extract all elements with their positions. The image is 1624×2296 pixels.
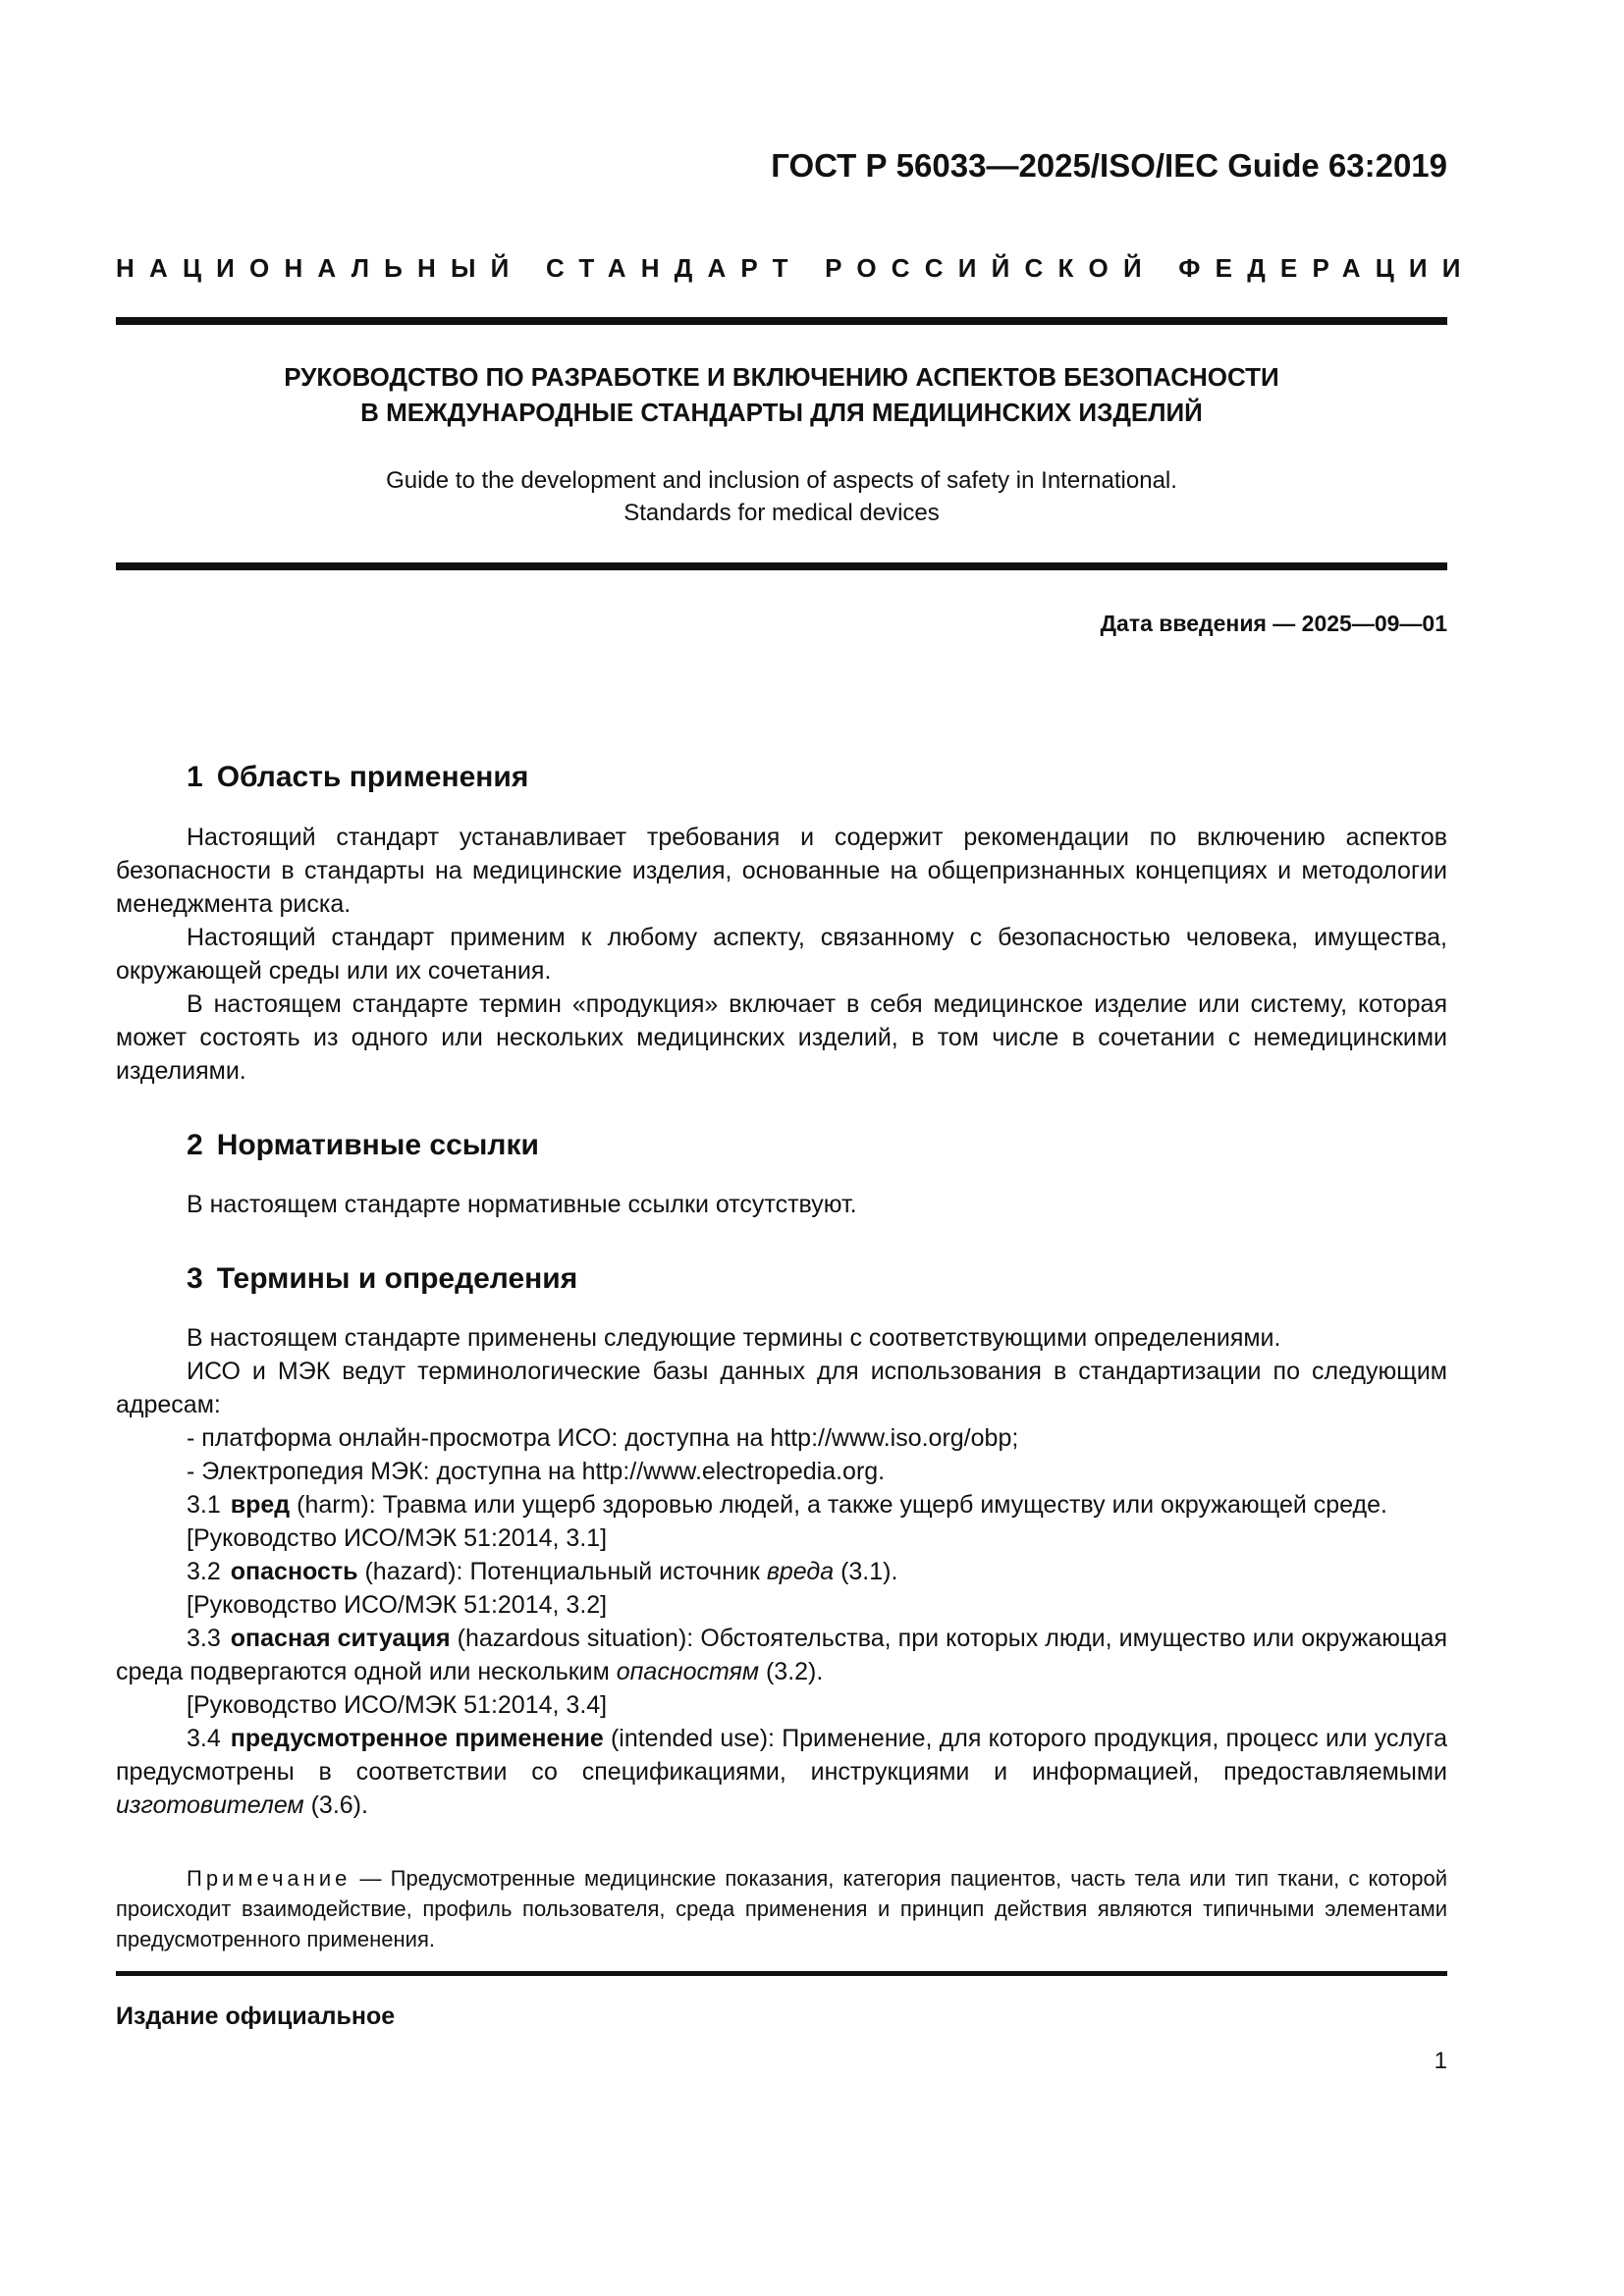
section-title: Термины и определения bbox=[216, 1262, 578, 1295]
paragraph: В настоящем стандарте термин «продукция» включает в себя медицинское изделие или систему, которая может состоять из одного или нескольких медицинских изделий, в том числе в сочетании с немедицинскими изделиями. bbox=[116, 990, 1447, 1085]
term: предусмотренное применение bbox=[230, 1725, 604, 1752]
term-crossref: опасностям bbox=[616, 1658, 760, 1685]
term-definition-text: Потенциальный источник bbox=[469, 1558, 767, 1585]
section-title: Нормативные ссылки bbox=[216, 1129, 539, 1161]
paragraph: Настоящий стандарт применим к любому аспекту, связанному с безопасностью человека, имущества, окружающей среды или их сочетания. bbox=[116, 924, 1447, 985]
note-text: — Предусмотренные медицинские показания, категория пациентов, часть тела или тип ткани, с которой происходит взаимодействие, профиль пользователя, среда применения и принцип действия являются типичными элементами предусмотренного применения. bbox=[116, 1866, 1447, 1951]
paragraph: В настоящем стандарте применены следующие термины с соответствующими определениями. bbox=[187, 1324, 1281, 1352]
list-item: - Электропедия МЭК: доступна на http://www.electropedia.org. bbox=[187, 1458, 886, 1485]
term-crossref-number: (3.6). bbox=[303, 1791, 368, 1819]
section-1-heading bbox=[187, 761, 528, 794]
document-title bbox=[116, 359, 1447, 430]
term-definition bbox=[116, 1722, 1447, 1822]
term-english: (hazard): bbox=[357, 1558, 470, 1585]
list-item: - платформа онлайн-просмотра ИСО: доступна на http://www.iso.org/obp; bbox=[187, 1424, 1019, 1452]
english-title-line-1: Guide to the development and inclusion of aspects of safety in International. bbox=[386, 467, 1177, 494]
term-definition-text: Обстоятельства, при которых люди, имущество или окружающая среда подвергаются одной или нескольким bbox=[116, 1625, 1447, 1685]
introduction-date: Дата введения — 2025—09—01 bbox=[1100, 611, 1447, 636]
term-reference: [Руководство ИСО/МЭК 51:2014, 3.2] bbox=[187, 1591, 608, 1619]
term: опасность bbox=[230, 1558, 358, 1585]
paragraph: В настоящем стандарте нормативные ссылки отсутствуют. bbox=[187, 1191, 857, 1218]
term-crossref: вреда bbox=[766, 1558, 835, 1585]
term-definition bbox=[116, 1488, 1447, 1522]
english-title-line-2: Standards for medical devices bbox=[623, 500, 940, 526]
official-edition-label: Издание официальное bbox=[116, 2002, 396, 2030]
section-title: Область применения bbox=[216, 761, 529, 793]
standard-number: ГОСТ Р 56033—2025/ISO/IEC Guide 63:2019 bbox=[771, 147, 1447, 184]
term-definition bbox=[116, 1555, 1447, 1588]
term-number: 3.1 bbox=[187, 1491, 221, 1519]
term-english: (hazardous situation): bbox=[450, 1625, 701, 1652]
english-title bbox=[116, 464, 1447, 529]
term-reference: [Руководство ИСО/МЭК 51:2014, 3.4] bbox=[187, 1691, 608, 1719]
section-number: 1 bbox=[187, 761, 203, 793]
term-crossref-number: (3.1). bbox=[834, 1558, 898, 1585]
title-line-2: В МЕЖДУНАРОДНЫЕ СТАНДАРТЫ ДЛЯ МЕДИЦИНСКИХ ИЗДЕЛИЙ bbox=[360, 398, 1203, 427]
note-label: Примечание bbox=[187, 1866, 352, 1891]
section-3-heading bbox=[187, 1262, 577, 1296]
page-number: 1 bbox=[1434, 2048, 1447, 2074]
footer-divider bbox=[116, 1971, 1447, 1976]
term-number: 3.3 bbox=[187, 1625, 221, 1652]
term-english: (harm): bbox=[290, 1491, 383, 1519]
term-number: 3.2 bbox=[187, 1558, 221, 1585]
term-number: 3.4 bbox=[187, 1725, 221, 1752]
term-definition-text: Травма или ущерб здоровью людей, а также ущерб имуществу или окружающей среде. bbox=[382, 1491, 1387, 1519]
term-crossref-number: (3.2). bbox=[759, 1658, 824, 1685]
title-line-1: РУКОВОДСТВО ПО РАЗРАБОТКЕ И ВКЛЮЧЕНИЮ АСПЕКТОВ БЕЗОПАСНОСТИ bbox=[284, 362, 1279, 392]
section-number: 2 bbox=[187, 1129, 203, 1161]
paragraph: Настоящий стандарт устанавливает требования и содержит рекомендации по включению аспектов безопасности в стандарты на медицинские изделия, основанные на общепризнанных концепциях и методологии менеджмента риска. bbox=[116, 824, 1447, 918]
paragraph: ИСО и МЭК ведут терминологические базы данных для использования в стандартизации по следующим адресам: bbox=[116, 1358, 1447, 1418]
top-divider bbox=[116, 317, 1447, 325]
term-reference: [Руководство ИСО/МЭК 51:2014, 3.1] bbox=[187, 1524, 608, 1552]
section-2-heading bbox=[187, 1129, 539, 1162]
term: опасная ситуация bbox=[230, 1625, 451, 1652]
term-definition-text: Применение, для которого продукция, процесс или услуга предусмотрены в соответствии со спецификациями, инструкциями и информацией, предоставляемыми bbox=[116, 1725, 1447, 1786]
section-3-body bbox=[116, 1321, 1447, 1822]
national-standard-heading: НАЦИОНАЛЬНЫЙ СТАНДАРТ РОССИЙСКОЙ ФЕДЕРАЦИИ bbox=[116, 253, 1476, 283]
term-crossref: изготовителем bbox=[116, 1791, 304, 1819]
section-2-body bbox=[116, 1188, 1447, 1221]
note bbox=[116, 1863, 1447, 1954]
note-paragraph bbox=[116, 1863, 1447, 1954]
title-divider bbox=[116, 562, 1447, 570]
term-english: (intended use): bbox=[603, 1725, 783, 1752]
term: вред bbox=[230, 1491, 291, 1519]
section-number: 3 bbox=[187, 1262, 203, 1295]
section-1-body bbox=[116, 821, 1447, 1088]
term-definition bbox=[116, 1622, 1447, 1688]
